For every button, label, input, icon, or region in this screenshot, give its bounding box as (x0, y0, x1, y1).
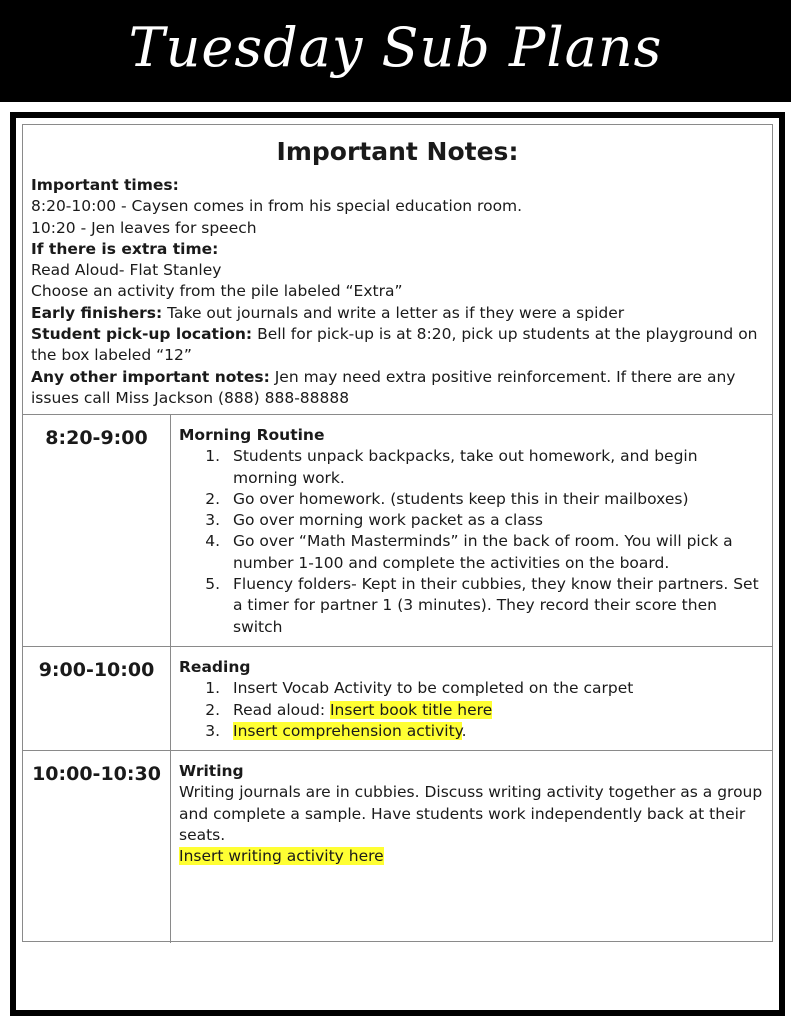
extra-note-1: Read Aloud- Flat Stanley (31, 261, 222, 280)
important-times-label: Important times: (31, 176, 179, 194)
highlighted-placeholder: Insert book title here (329, 700, 493, 719)
early-finishers-text: Take out journals and write a letter as if they were a spider (167, 303, 625, 322)
activity-description: Writing journals are in cubbies. Discuss writing activity together as a group and complete a sample. Have students work independently back at their seats. (179, 783, 763, 844)
list-item: 1. Students unpack backpacks, take out homework, and begin morning work. (225, 446, 764, 489)
activity-list (179, 678, 764, 742)
list-item (225, 721, 764, 742)
document-frame (10, 112, 785, 1016)
important-notes-section (23, 125, 772, 415)
schedule-row-writing (23, 751, 772, 943)
time-note-2: 10:20 - Jen leaves for speech (31, 218, 257, 237)
highlight-line (179, 846, 764, 867)
header-banner (0, 0, 791, 102)
early-finishers-label: Early finishers: (31, 303, 163, 322)
activity-list (179, 446, 764, 638)
time-slot: 8:20-9:00 (23, 415, 171, 646)
time-slot: 9:00-10:00 (23, 647, 171, 750)
schedule-row-reading (23, 647, 772, 751)
activity-title: Writing (179, 762, 244, 780)
plan-table (22, 124, 773, 942)
schedule-row-morning (23, 415, 772, 647)
list-item (225, 700, 764, 721)
highlighted-placeholder: Insert comprehension activity (233, 721, 462, 740)
item-text: Read aloud: (233, 700, 330, 719)
pickup-text: Bell for pick-up is at 8:20, pick up students at the playground on the box labeled “12” (31, 325, 758, 365)
highlighted-placeholder: Insert writing activity here (179, 847, 384, 866)
time-note-1: 8:20-10:00 - Caysen comes in from his special education room. (31, 197, 523, 216)
activity-block (179, 425, 764, 638)
activity-title: Reading (179, 658, 251, 676)
list-item: 5. Fluency folders- Kept in their cubbies, they know their partners. Set a timer for partner 1 (3 minutes). They record their score then switch (225, 574, 764, 638)
early-finishers-note (31, 303, 764, 324)
extra-time-label: If there is extra time: (31, 239, 219, 258)
other-notes (31, 367, 764, 410)
list-item: 2. Go over homework. (students keep this in their mailboxes) (225, 489, 764, 510)
item-text: . (461, 721, 467, 740)
list-item: 3. Go over morning work packet as a class (225, 510, 764, 531)
other-notes-label: Any other important notes: (31, 367, 270, 386)
other-notes-text: Jen may need extra positive reinforcement. If there are any issues call Miss Jackson (888) 888-88888 (31, 367, 736, 407)
extra-note-2: Choose an activity from the pile labeled “Extra” (31, 282, 403, 301)
page-title: Tuesday Sub Plans (128, 16, 663, 79)
time-slot: 10:00-10:30 (23, 751, 171, 943)
activity-block (179, 761, 764, 867)
notes-heading: Important Notes: (276, 137, 519, 166)
list-item: 1. Insert Vocab Activity to be completed on the carpet (225, 678, 764, 699)
activity-block (179, 657, 764, 742)
list-item: 4. Go over “Math Masterminds” in the back of room. You will pick a number 1-100 and complete the activities on the board. (225, 531, 764, 574)
activity-title: Morning Routine (179, 426, 325, 444)
pickup-label: Student pick-up location: (31, 325, 253, 344)
pickup-note (31, 324, 764, 367)
